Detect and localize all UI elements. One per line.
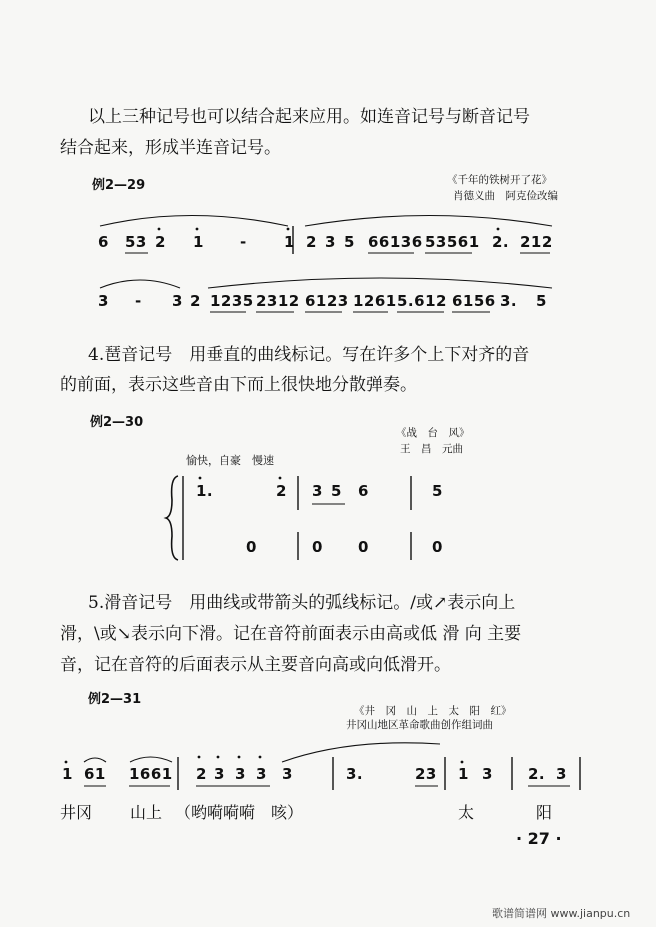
ex31-n12: 3 <box>482 765 493 783</box>
ex31-lyric-3: （哟嗬嗬嗬 咳） <box>175 803 304 822</box>
dot <box>198 756 201 759</box>
ex29-r1-n7: 2 <box>306 233 317 251</box>
ex29-r2-n8: 1261 <box>353 292 397 310</box>
example-2-29-title: 《千年的铁树开了花》 <box>447 174 552 186</box>
ex29-r2-n10: 6156 <box>452 292 496 310</box>
underlines <box>84 253 570 786</box>
ex30-lower-n2: 0 <box>312 538 323 556</box>
octave-dots <box>65 228 500 764</box>
example-2-29-label: 例2—29 <box>92 178 146 193</box>
ex31-n7: 3 <box>256 765 267 783</box>
ex30-lower-n4: 0 <box>432 538 443 556</box>
ex31-n5: 3 <box>214 765 225 783</box>
dot <box>461 761 464 764</box>
ex29-r1-n10: 66136 <box>368 233 423 251</box>
ex30-upper-n2: 2 <box>276 482 287 500</box>
ex29-r2-n11: 3. <box>500 292 518 310</box>
system-brace <box>166 476 178 560</box>
ex29-r1-n2: 53 <box>125 233 147 251</box>
ex29-r1-n12: 2. <box>492 233 510 251</box>
ex29-r1-n11: 53561 <box>425 233 480 251</box>
dot <box>279 477 282 480</box>
slur <box>100 216 288 227</box>
section4-line-2: 的前面，表示这些音由下而上很快地分散弹奏。 <box>60 375 417 395</box>
ex31-lyric-2: 山上 <box>130 803 163 822</box>
ex29-r2-n5: 1235 <box>210 292 254 310</box>
slur <box>305 216 552 227</box>
dot <box>65 761 68 764</box>
dot <box>259 756 262 759</box>
dot <box>196 228 199 231</box>
ex29-r2-n3: 3 <box>172 292 183 310</box>
ex31-n4: 2 <box>196 765 207 783</box>
ex29-r2-n12: 5 <box>536 292 547 310</box>
example-2-31-title: 《井 冈 山 上 太 阳 红》 <box>354 705 512 717</box>
slur <box>130 757 172 762</box>
ex29-r1-n1: 6 <box>98 233 109 251</box>
ex30-upper-n4: 5 <box>331 482 342 500</box>
dot <box>217 756 220 759</box>
ex31-n2: 61 <box>84 765 106 783</box>
ex31-n9: 3. <box>346 765 364 783</box>
ex30-upper-n1: 1. <box>196 482 214 500</box>
ex31-lyric-1: 井冈 <box>60 803 93 822</box>
dot <box>287 228 290 231</box>
ex29-r2-n2: - <box>135 292 142 310</box>
ex30-upper-n5: 6 <box>358 482 369 500</box>
dot <box>238 756 241 759</box>
slur-lines <box>84 216 552 763</box>
example-2-29-credit: 肖德义曲 阿克俭改编 <box>453 190 558 202</box>
page-number: · 27 · <box>516 829 562 848</box>
ex29-r1-n5: - <box>240 233 247 251</box>
ex30-lower-n3: 0 <box>358 538 369 556</box>
dot <box>158 228 161 231</box>
ex31-n13: 2. <box>528 765 546 783</box>
barlines <box>178 226 580 790</box>
intro-line-2: 结合起来，形成半连音记号。 <box>60 138 281 158</box>
example-2-30-credit: 王 昌 元曲 <box>400 443 463 455</box>
ex31-lyric-4: 太 <box>458 803 475 822</box>
ex29-r1-n3: 2 <box>155 233 166 251</box>
example-2-30-label: 例2—30 <box>90 415 144 430</box>
ex29-r1-n6: 1 <box>284 233 295 251</box>
section5-line-1: 5.滑音记号 用曲线或带箭头的弧线标记。/或↗表示向上 <box>88 593 516 613</box>
ex30-lower-n1: 0 <box>246 538 257 556</box>
example-2-30-title: 《战 台 风》 <box>396 427 470 439</box>
ex30-upper-n6: 5 <box>432 482 443 500</box>
ex31-n8: 3 <box>282 765 293 783</box>
section5-line-3: 音，记在音符的后面表示从主要音向高或向低滑开。 <box>60 655 451 675</box>
example-2-31-credit: 井冈山地区革命歌曲创作组词曲 <box>346 719 493 731</box>
ex31-n14: 3 <box>556 765 567 783</box>
slur <box>282 743 440 762</box>
ex29-r1-n9: 5 <box>344 233 355 251</box>
slur <box>84 758 106 762</box>
ex29-r2-n1: 3 <box>98 292 109 310</box>
intro-line-1: 以上三种记号也可以结合起来应用。如连音记号与断音记号 <box>88 107 530 127</box>
ex31-n10: 23 <box>415 765 437 783</box>
ex31-n3: 1661 <box>129 765 173 783</box>
dot <box>497 228 500 231</box>
section5-line-2: 滑，\或↘表示向下滑。记在音符前面表示由高或低 滑 向 主要 <box>60 624 522 644</box>
ex29-r1-n8: 3 <box>325 233 336 251</box>
watermark-text: 歌谱简谱网 www.jianpu.cn <box>492 907 631 920</box>
ex29-r2-n9: 5.612 <box>397 292 447 310</box>
ex30-upper-n3: 3 <box>312 482 323 500</box>
ex31-lyric-5: 阳 <box>536 803 553 822</box>
ex29-r2-n7: 6123 <box>305 292 349 310</box>
dot <box>199 477 202 480</box>
ex31-n6: 3 <box>235 765 246 783</box>
ex29-r2-n4: 2 <box>190 292 201 310</box>
ex29-r2-n6: 2312 <box>256 292 300 310</box>
slur <box>208 278 552 288</box>
example-2-30-tempo: 愉快，自豪 慢速 <box>186 454 274 467</box>
ex31-n1: 1 <box>62 765 73 783</box>
ex29-r1-n13: 212 <box>520 233 553 251</box>
ex29-r1-n4: 1 <box>193 233 204 251</box>
section4-line-1: 4.琶音记号 用垂直的曲线标记。写在许多个上下对齐的音 <box>88 345 530 365</box>
ex31-n11: 1 <box>458 765 469 783</box>
example-2-31-label: 例2—31 <box>88 692 142 707</box>
slur <box>100 280 180 288</box>
